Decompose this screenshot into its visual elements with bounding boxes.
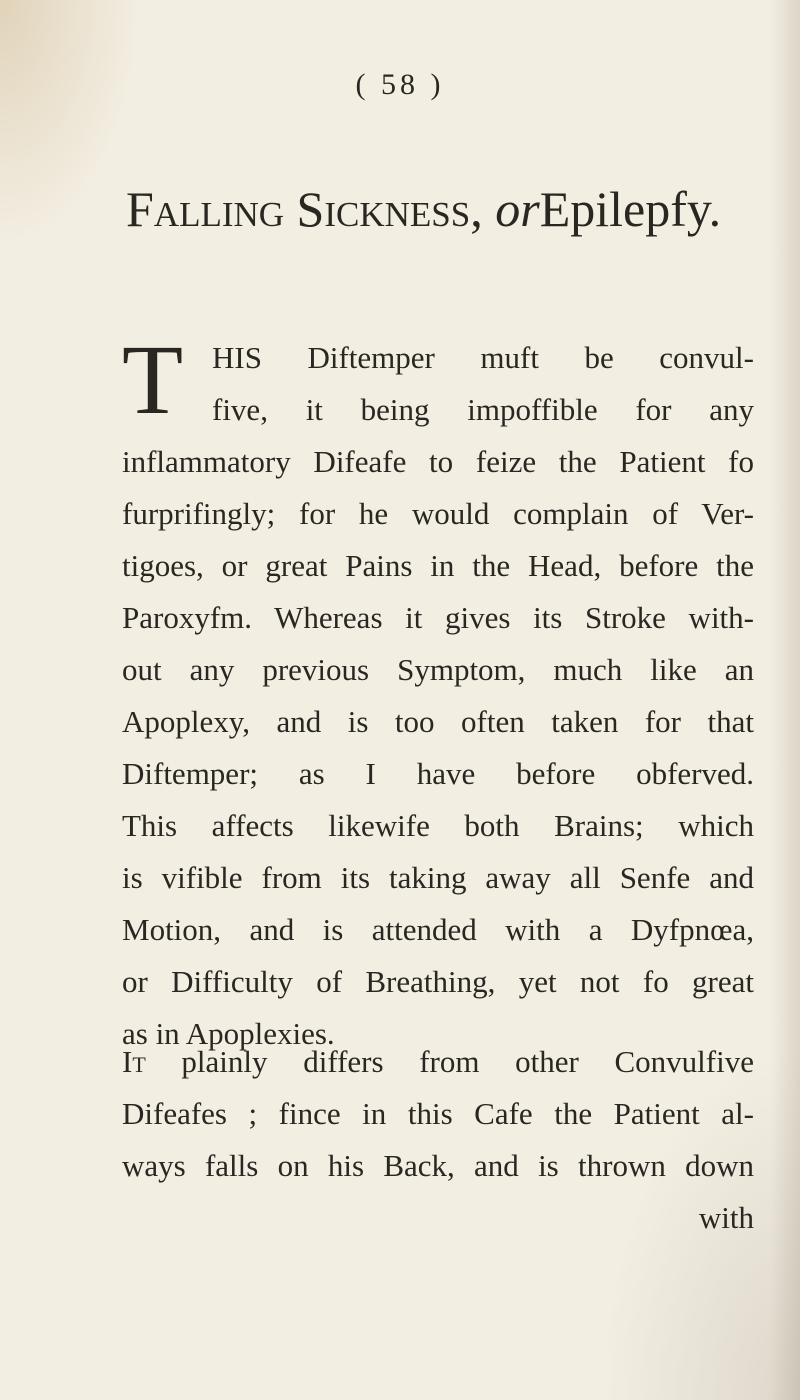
- heading-subject: Epilepfy.: [539, 181, 722, 237]
- drop-cap-letter: T: [122, 324, 184, 435]
- text-line: furprifingly; for he would complain of Ver-: [122, 496, 754, 531]
- text-line: or Difficulty of Breathing, yet not fo great: [122, 964, 754, 999]
- text-line: Difeafes ; fince in this Cafe the Patient al-: [122, 1096, 754, 1131]
- text-line: ways falls on his Back, and is thrown down: [122, 1148, 754, 1183]
- text-line: Apoplexy, and is too often taken for that: [122, 704, 754, 739]
- text-line: five, it being impoffible for any: [212, 392, 754, 427]
- text-line: is vifible from its taking away all Senfe and: [122, 860, 754, 895]
- text-line: This affects likewife both Brains; which: [122, 808, 754, 843]
- text-line: Diftemper; as I have before obferved.: [122, 756, 754, 791]
- paragraph-2: [122, 1036, 754, 1244]
- text-line: It plainly differs from other Convulfive: [122, 1044, 754, 1079]
- text-line: Paroxyfm. Whereas it gives its Stroke with-: [122, 600, 754, 635]
- opening-word: It: [122, 1044, 146, 1079]
- chapter-heading: [126, 180, 766, 238]
- text-line: HIS Diftemper muft be convul-: [212, 340, 754, 375]
- text-line: tigoes, or great Pains in the Head, before the: [122, 548, 754, 583]
- heading-main: Falling Sickness,: [126, 181, 483, 237]
- heading-connector: or: [495, 181, 540, 237]
- text-line: as in Apoplexies.: [122, 1016, 335, 1051]
- paragraph-1: [122, 324, 754, 1060]
- catchword: with: [698, 1200, 754, 1235]
- text-line: out any previous Symptom, much like an: [122, 652, 754, 687]
- text-line: inflammatory Difeafe to feize the Patient fo: [122, 444, 754, 479]
- text-line: Motion, and is attended with a Dyfpnœa,: [122, 912, 754, 947]
- page-number: ( 58 ): [355, 68, 445, 101]
